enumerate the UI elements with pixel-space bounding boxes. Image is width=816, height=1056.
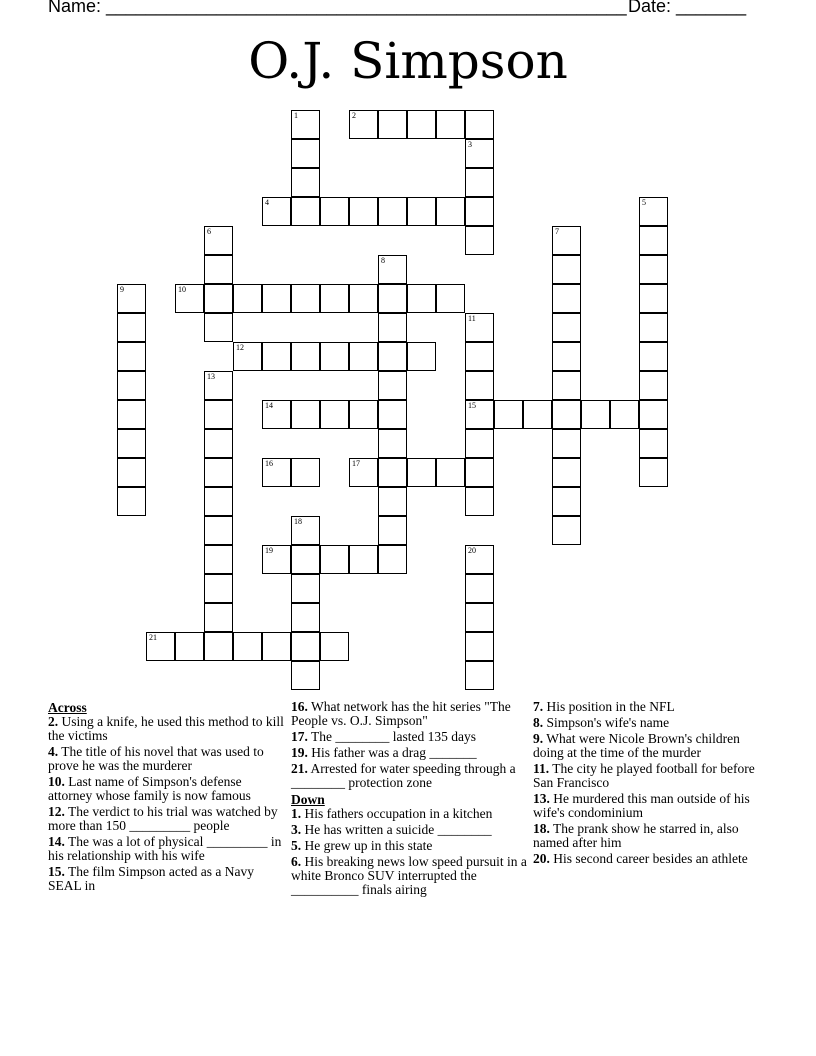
clue-down-9: 9. What were Nicole Brown's children doing at the time of the murder <box>533 731 740 760</box>
grid-cell[interactable] <box>378 110 407 139</box>
clue-number-9: 9 <box>120 285 124 294</box>
clue-across-15: 15. The film Simpson acted as a Navy SEAL in <box>48 864 254 893</box>
grid-cell[interactable] <box>291 458 320 487</box>
clues-column-2 <box>291 700 527 899</box>
grid-cell[interactable] <box>378 400 407 429</box>
grid-cell[interactable] <box>262 197 291 226</box>
clue-down-18: 18. The prank show he starred in, also named after him <box>533 821 739 850</box>
clue-number-18: 18 <box>294 517 302 526</box>
grid-cell[interactable] <box>552 371 581 400</box>
grid-cell[interactable] <box>639 458 668 487</box>
clue-across-21: 21. Arrested for water speeding through a ________ protection zone <box>291 761 516 790</box>
grid-cell[interactable] <box>204 313 233 342</box>
grid-cell[interactable] <box>465 313 494 342</box>
grid-cell[interactable] <box>146 632 175 661</box>
clue-number-3: 3 <box>468 140 472 149</box>
grid-cell[interactable] <box>552 400 581 429</box>
grid-cell[interactable] <box>262 400 291 429</box>
grid-cell[interactable] <box>320 342 349 371</box>
grid-cell[interactable] <box>349 284 378 313</box>
grid-cell[interactable] <box>349 197 378 226</box>
grid-cell[interactable] <box>204 371 233 400</box>
clue-across-10: 10. Last name of Simpson's defense attorney whose family is now famous <box>48 774 251 803</box>
grid-cell[interactable] <box>494 400 523 429</box>
grid-cell[interactable] <box>117 313 146 342</box>
grid-cell[interactable] <box>378 516 407 545</box>
grid-cell[interactable] <box>117 487 146 516</box>
grid-cell[interactable] <box>378 197 407 226</box>
grid-cell[interactable] <box>465 371 494 400</box>
grid-cell[interactable] <box>349 342 378 371</box>
clue-across-14: 14. The was a lot of physical _________ in his relationship with his wife <box>48 834 282 863</box>
grid-cell[interactable] <box>291 603 320 632</box>
grid-cell[interactable] <box>262 632 291 661</box>
grid-cell[interactable] <box>465 197 494 226</box>
grid-cell[interactable] <box>465 226 494 255</box>
grid-cell[interactable] <box>378 545 407 574</box>
grid-cell[interactable] <box>291 400 320 429</box>
grid-cell[interactable] <box>465 661 494 690</box>
clue-number-17: 17 <box>352 459 360 468</box>
grid-cell[interactable] <box>465 110 494 139</box>
grid-cell[interactable] <box>639 313 668 342</box>
grid-cell[interactable] <box>204 255 233 284</box>
grid-cell[interactable] <box>117 429 146 458</box>
clue-number-11: 11 <box>468 314 476 323</box>
grid-cell[interactable] <box>465 168 494 197</box>
grid-cell[interactable] <box>262 458 291 487</box>
clue-number-2: 2 <box>352 111 356 120</box>
grid-cell[interactable] <box>378 284 407 313</box>
clue-number-15: 15 <box>468 401 476 410</box>
grid-cell[interactable] <box>204 284 233 313</box>
grid-cell[interactable] <box>262 545 291 574</box>
grid-cell[interactable] <box>581 400 610 429</box>
grid-cell[interactable] <box>175 632 204 661</box>
grid-cell[interactable] <box>378 487 407 516</box>
grid-cell[interactable] <box>117 284 146 313</box>
clue-down-3: 3. He has written a suicide ________ <box>291 822 492 837</box>
grid-cell[interactable] <box>233 342 262 371</box>
clue-number-6: 6 <box>207 227 211 236</box>
clue-down-20: 20. His second career besides an athlete <box>533 851 748 866</box>
clue-number-5: 5 <box>642 198 646 207</box>
grid-cell[interactable] <box>552 342 581 371</box>
clue-down-11: 11. The city he played football for before San Francisco <box>533 761 755 790</box>
across-heading: Across <box>48 700 87 715</box>
grid-cell[interactable] <box>407 110 436 139</box>
down-heading: Down <box>291 792 325 807</box>
grid-cell[interactable] <box>465 400 494 429</box>
grid-cell[interactable] <box>465 342 494 371</box>
grid-cell[interactable] <box>378 429 407 458</box>
clue-down-8: 8. Simpson's wife's name <box>533 715 670 730</box>
clue-across-2: 2. Using a knife, he used this method to kill the victims <box>48 714 284 743</box>
grid-cell[interactable] <box>378 255 407 284</box>
grid-cell[interactable] <box>407 197 436 226</box>
clue-number-12: 12 <box>236 343 244 352</box>
grid-cell[interactable] <box>349 545 378 574</box>
clue-across-17: 17. The ________ lasted 135 days <box>291 729 476 744</box>
clue-number-19: 19 <box>265 546 273 555</box>
clue-across-16: 16. What network has the hit series "The People vs. O.J. Simpson" <box>291 699 511 728</box>
grid-cell[interactable] <box>291 110 320 139</box>
grid-cell[interactable] <box>465 429 494 458</box>
grid-cell[interactable] <box>291 516 320 545</box>
grid-cell[interactable] <box>436 284 465 313</box>
grid-cell[interactable] <box>204 400 233 429</box>
grid-cell[interactable] <box>320 400 349 429</box>
grid-cell[interactable] <box>262 342 291 371</box>
grid-cell[interactable] <box>320 632 349 661</box>
grid-cell[interactable] <box>639 255 668 284</box>
clues-column-3 <box>533 700 769 868</box>
grid-cell[interactable] <box>291 284 320 313</box>
grid-cell[interactable] <box>407 458 436 487</box>
grid-cell[interactable] <box>291 574 320 603</box>
grid-cell[interactable] <box>291 197 320 226</box>
grid-cell[interactable] <box>204 545 233 574</box>
grid-cell[interactable] <box>117 342 146 371</box>
grid-cell[interactable] <box>552 516 581 545</box>
grid-cell[interactable] <box>204 603 233 632</box>
grid-cell[interactable] <box>407 342 436 371</box>
grid-cell[interactable] <box>465 545 494 574</box>
clue-number-20: 20 <box>468 546 476 555</box>
clue-number-21: 21 <box>149 633 157 642</box>
date-field-label: Date: _______ <box>628 0 747 16</box>
grid-cell[interactable] <box>291 342 320 371</box>
grid-cell[interactable] <box>320 284 349 313</box>
clues-column-1 <box>48 700 284 895</box>
grid-cell[interactable] <box>523 400 552 429</box>
page-title: O.J. Simpson <box>248 32 568 90</box>
clue-number-14: 14 <box>265 401 273 410</box>
grid-cell[interactable] <box>436 197 465 226</box>
grid-cell[interactable] <box>552 226 581 255</box>
grid-cell[interactable] <box>349 400 378 429</box>
clue-number-8: 8 <box>381 256 385 265</box>
grid-cell[interactable] <box>262 284 291 313</box>
grid-cell[interactable] <box>204 226 233 255</box>
grid-cell[interactable] <box>465 632 494 661</box>
grid-cell[interactable] <box>320 545 349 574</box>
grid-cell[interactable] <box>117 400 146 429</box>
grid-cell[interactable] <box>291 168 320 197</box>
grid-cell[interactable] <box>465 487 494 516</box>
grid-cell[interactable] <box>291 139 320 168</box>
grid-cell[interactable] <box>378 371 407 400</box>
grid-cell[interactable] <box>465 139 494 168</box>
name-field-label: Name: ____________________________________________________ <box>48 0 627 16</box>
grid-cell[interactable] <box>639 429 668 458</box>
grid-cell[interactable] <box>204 458 233 487</box>
grid-cell[interactable] <box>552 487 581 516</box>
grid-cell[interactable] <box>639 197 668 226</box>
grid-cell[interactable] <box>552 429 581 458</box>
grid-cell[interactable] <box>465 603 494 632</box>
grid-cell[interactable] <box>639 284 668 313</box>
grid-cell[interactable] <box>639 226 668 255</box>
grid-cell[interactable] <box>117 371 146 400</box>
clue-number-16: 16 <box>265 459 273 468</box>
grid-cell[interactable] <box>552 458 581 487</box>
grid-cell[interactable] <box>465 458 494 487</box>
grid-cell[interactable] <box>639 371 668 400</box>
grid-cell[interactable] <box>639 400 668 429</box>
grid-cell[interactable] <box>204 429 233 458</box>
grid-cell[interactable] <box>552 255 581 284</box>
grid-cell[interactable] <box>610 400 639 429</box>
grid-cell[interactable] <box>117 458 146 487</box>
clue-number-13: 13 <box>207 372 215 381</box>
clue-across-12: 12. The verdict to his trial was watched by more than 150 _________ people <box>48 804 278 833</box>
clue-across-4: 4. The title of his novel that was used to prove he was the murderer <box>48 744 264 773</box>
grid-cell[interactable] <box>407 284 436 313</box>
grid-cell[interactable] <box>378 313 407 342</box>
grid-cell[interactable] <box>204 574 233 603</box>
grid-cell[interactable] <box>291 661 320 690</box>
grid-cell[interactable] <box>378 458 407 487</box>
grid-cell[interactable] <box>552 313 581 342</box>
grid-cell[interactable] <box>349 110 378 139</box>
clue-number-7: 7 <box>555 227 559 236</box>
clue-down-6: 6. His breaking news low speed pursuit in a white Bronco SUV interrupted the __________ finals airing <box>291 854 527 897</box>
grid-cell[interactable] <box>436 110 465 139</box>
grid-cell[interactable] <box>552 284 581 313</box>
clue-number-1: 1 <box>294 111 298 120</box>
clue-number-10: 10 <box>178 285 186 294</box>
grid-cell[interactable] <box>291 632 320 661</box>
grid-cell[interactable] <box>465 574 494 603</box>
clue-number-4: 4 <box>265 198 269 207</box>
grid-cell[interactable] <box>175 284 204 313</box>
grid-cell[interactable] <box>291 545 320 574</box>
clue-down-1: 1. His fathers occupation in a kitchen <box>291 806 493 821</box>
grid-cell[interactable] <box>204 632 233 661</box>
grid-cell[interactable] <box>639 342 668 371</box>
grid-cell[interactable] <box>204 487 233 516</box>
grid-cell[interactable] <box>320 197 349 226</box>
grid-cell[interactable] <box>349 458 378 487</box>
clue-across-19: 19. His father was a drag _______ <box>291 745 477 760</box>
grid-cell[interactable] <box>233 284 262 313</box>
grid-cell[interactable] <box>378 342 407 371</box>
clue-down-7: 7. His position in the NFL <box>533 699 675 714</box>
grid-cell[interactable] <box>233 632 262 661</box>
clue-down-13: 13. He murdered this man outside of his wife's condominium <box>533 791 750 820</box>
grid-cell[interactable] <box>204 516 233 545</box>
clue-down-5: 5. He grew up in this state <box>291 838 433 853</box>
grid-cell[interactable] <box>436 458 465 487</box>
